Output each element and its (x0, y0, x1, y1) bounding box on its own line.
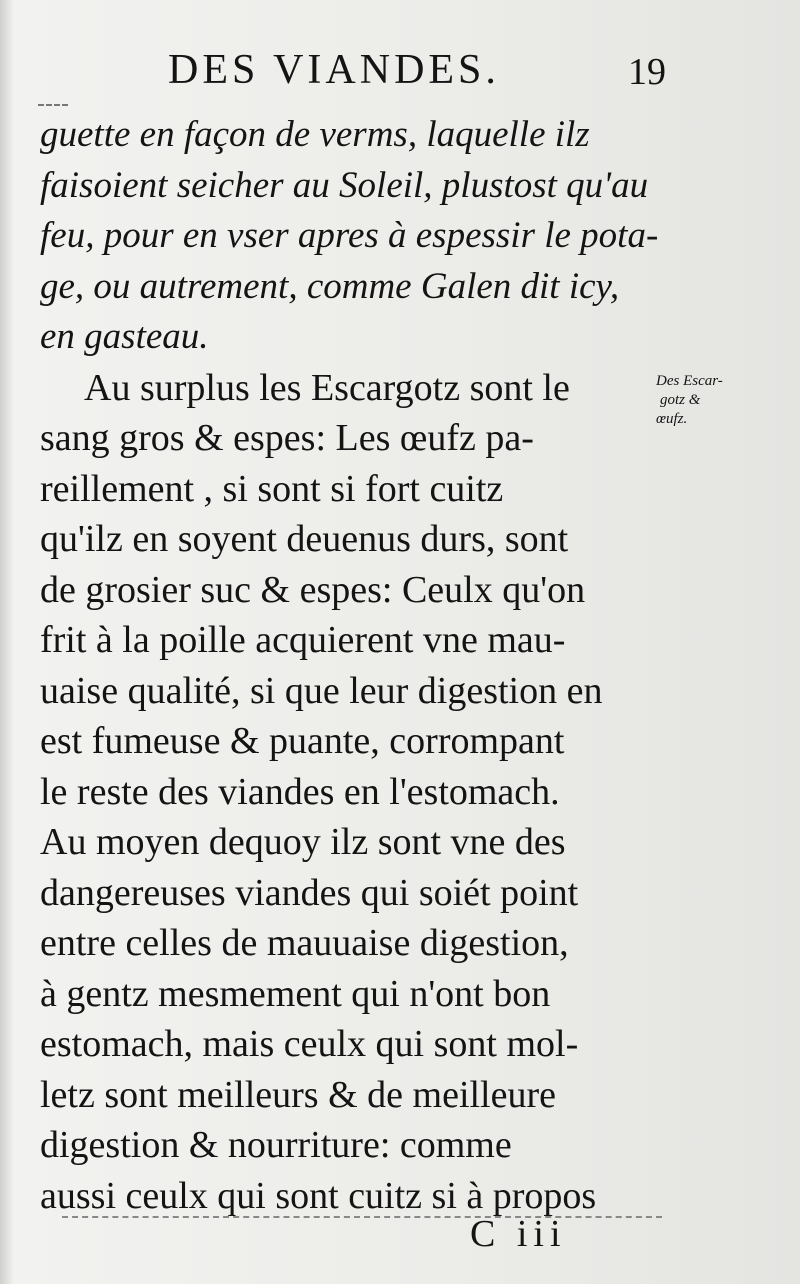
text-line: uaise qualité, si que leur digestion en (40, 669, 603, 712)
text-line: faisoient seicher au Soleil, plustost qu'au (40, 164, 649, 206)
body-text (40, 110, 680, 1221)
bottom-rule (62, 1216, 662, 1218)
text-line: ge, ou autrement, comme Galen dit icy, (40, 265, 620, 307)
text-line: sang gros & espes: Les œufz pa- (40, 417, 534, 459)
text-line: digestion & nourriture: comme (40, 1124, 512, 1166)
text-line: entre celles de mauuaise digestion, (40, 922, 569, 964)
marginal-note (656, 372, 796, 429)
signature-mark: C iii (470, 1213, 567, 1255)
text-line: frit à la poille acquierent vne mau- (40, 619, 566, 661)
text-line: dangereuses viandes qui soiét point (40, 871, 579, 914)
text-line: reillement , si sont si fort cuitz (40, 467, 504, 510)
text-line: en gasteau. (40, 316, 209, 357)
marginal-note-line: œufz. (656, 411, 688, 427)
text-line: Au moyen dequoy ilz sont vne des (40, 821, 566, 863)
text-line: le reste des viandes en l'estomach. (40, 770, 560, 813)
text-line: aussi ceulx qui sont cuitz si à propos (40, 1174, 597, 1217)
text-line: estomach, mais ceulx qui sont mol- (40, 1023, 579, 1065)
marginal-note-line: gotz & (660, 392, 701, 408)
paragraph-first-line: Au surplus les Escargotz sont le (84, 366, 570, 409)
text-line: à gentz mesmement qui n'ont bon (40, 972, 551, 1015)
running-head (0, 40, 800, 100)
text-line: est fumeuse & puante, corrompant (40, 720, 565, 762)
page-number: 19 (628, 51, 666, 93)
text-line: de grosier suc & espes: Ceulx qu'on (40, 568, 586, 611)
page-edge-shadow (0, 0, 14, 1284)
text-line: guette en façon de verms, laquelle ilz (40, 114, 590, 155)
text-line: letz sont meilleurs & de meilleure (40, 1073, 557, 1116)
text-line: qu'ilz en soyent deuenus durs, sont (40, 518, 569, 560)
text-line: feu, pour en vser apres à espessir le pota- (40, 215, 659, 256)
marginal-note-line: Des Escar- (656, 373, 723, 389)
running-head-title: DES VIANDES. (168, 47, 500, 93)
top-rule (38, 104, 68, 106)
